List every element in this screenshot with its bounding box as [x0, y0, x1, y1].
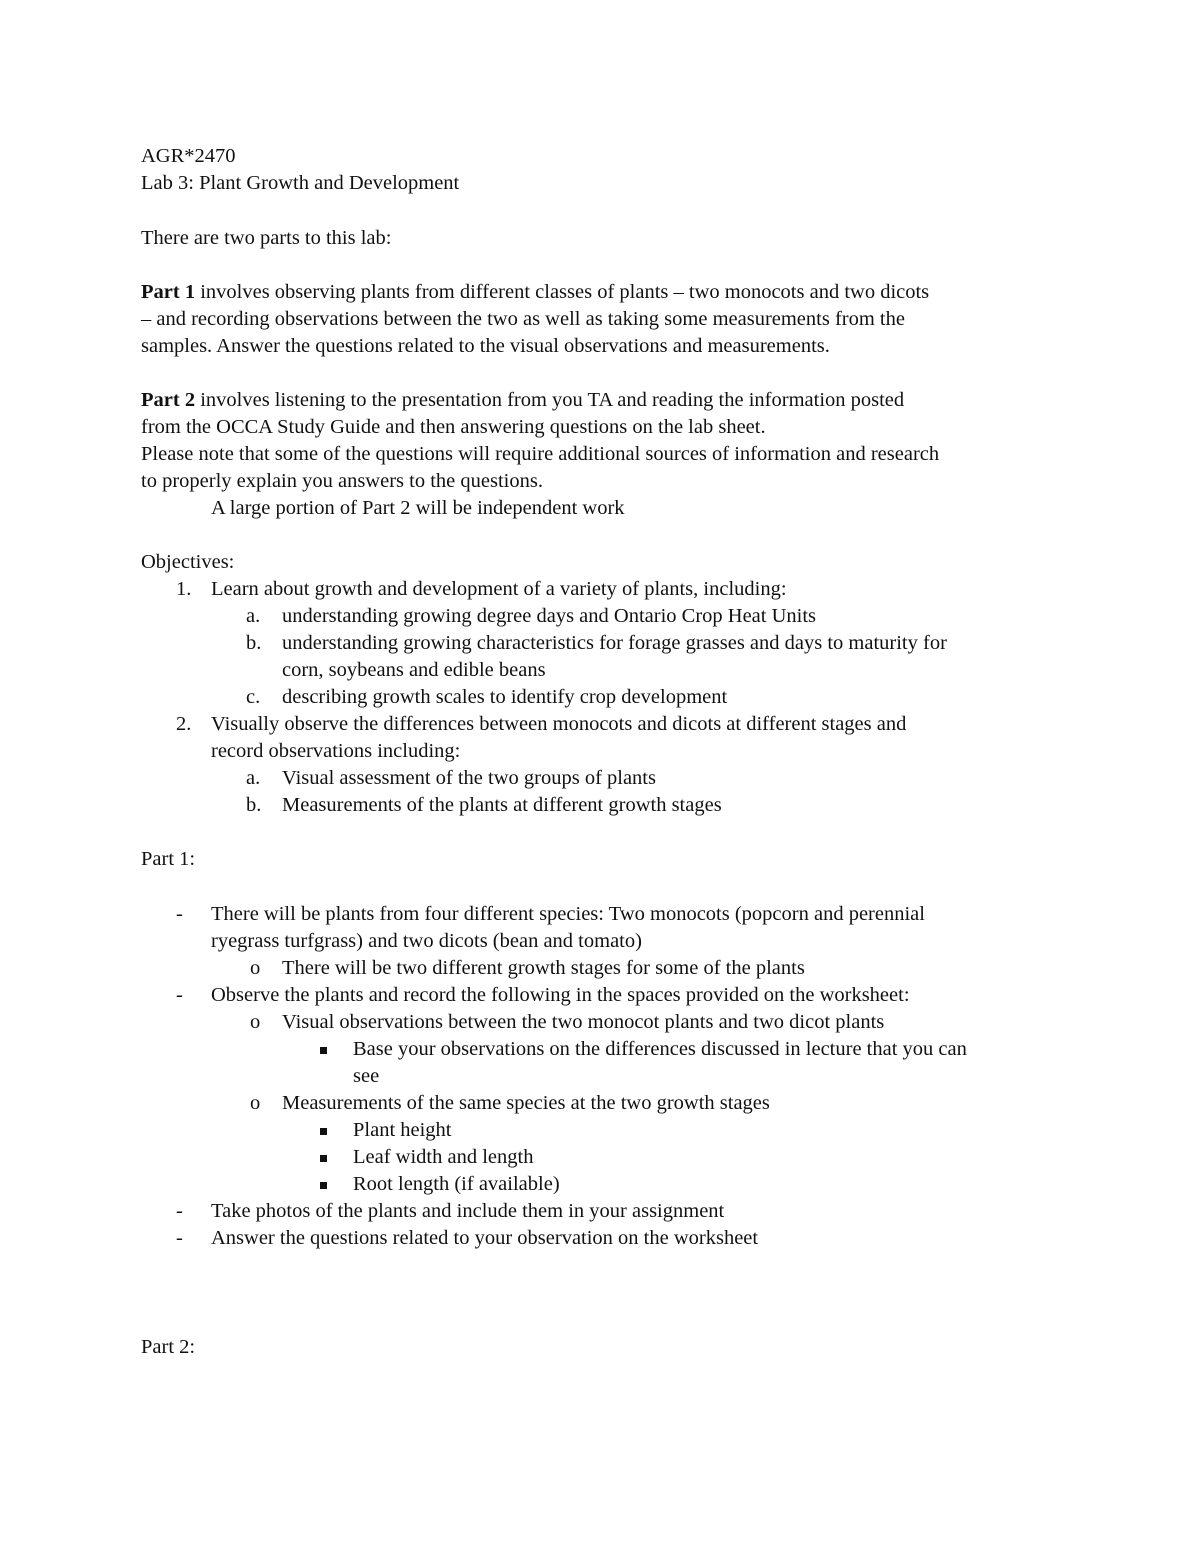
circle-bullet: o [250, 1011, 261, 1033]
part1-label: Part 1 [141, 281, 196, 303]
part1-list-item: Leaf width and length [353, 1146, 534, 1168]
part1-list-item: Take photos of the plants and include them in your assignment [211, 1200, 725, 1222]
part1-list-item: There will be plants from four different species: Two monocots (popcorn and perennial [211, 903, 925, 925]
objective-item: Learn about growth and development of a variety of plants, including: [211, 578, 787, 600]
square-bullet-icon [320, 1128, 327, 1135]
lab-title: Lab 3: Plant Growth and Development [141, 172, 460, 194]
part2-label: Part 2 [141, 389, 196, 411]
list-number: 1. [176, 578, 192, 600]
list-letter: a. [246, 605, 261, 627]
circle-bullet: o [250, 1092, 261, 1114]
objective-subitem: understanding growing characteristics for forage grasses and days to maturity for [282, 632, 947, 654]
intro-statement: There are two parts to this lab: [141, 227, 392, 249]
part2-paragraph-line: Please note that some of the questions will require additional sources of information and research [141, 443, 940, 465]
part1-list-item: There will be two different growth stages for some of the plants [282, 957, 805, 979]
dash-bullet: - [176, 1200, 183, 1222]
objectives-heading: Objectives: [141, 551, 235, 573]
part2-paragraph-line: A large portion of Part 2 will be independent work [211, 497, 625, 519]
objective-subitem: describing growth scales to identify crop development [282, 686, 728, 708]
part1-list-item: Base your observations on the differences discussed in lecture that you can [353, 1038, 967, 1060]
objective-subitem: corn, soybeans and edible beans [282, 659, 546, 681]
course-code: AGR*2470 [141, 145, 236, 167]
part2-heading: Part 2: [141, 1336, 196, 1358]
list-letter: c. [246, 686, 261, 708]
dash-bullet: - [176, 984, 183, 1006]
part1-list-item: ryegrass turfgrass) and two dicots (bean and tomato) [211, 930, 642, 952]
objective-subitem: Visual assessment of the two groups of plants [282, 767, 656, 789]
square-bullet-icon [320, 1182, 327, 1189]
part1-list-item: Observe the plants and record the following in the spaces provided on the worksheet: [211, 984, 910, 1006]
part1-list-item: Visual observations between the two monocot plants and two dicot plants [282, 1011, 885, 1033]
list-number: 2. [176, 713, 192, 735]
objective-subitem: understanding growing degree days and Ontario Crop Heat Units [282, 605, 817, 627]
part1-list-item: Root length (if available) [353, 1173, 560, 1195]
part1-list-item: Answer the questions related to your observation on the worksheet [211, 1227, 759, 1249]
list-letter: b. [246, 632, 262, 654]
part1-paragraph-line: Part 1 involves observing plants from different classes of plants – two monocots and two dicots [141, 281, 930, 303]
part1-list-item: see [353, 1065, 380, 1087]
dash-bullet: - [176, 1227, 183, 1249]
objective-item: record observations including: [211, 740, 461, 762]
part2-paragraph-line: from the OCCA Study Guide and then answering questions on the lab sheet. [141, 416, 766, 438]
circle-bullet: o [250, 957, 261, 979]
part1-list-item: Measurements of the same species at the two growth stages [282, 1092, 770, 1114]
list-letter: a. [246, 767, 261, 789]
list-letter: b. [246, 794, 262, 816]
objective-item: Visually observe the differences between monocots and dicots at different stages and [211, 713, 907, 735]
objective-subitem: Measurements of the plants at different growth stages [282, 794, 722, 816]
part1-paragraph-line: – and recording observations between the two as well as taking some measurements from the [141, 308, 905, 330]
part1-paragraph-line: samples. Answer the questions related to the visual observations and measurements. [141, 335, 830, 357]
square-bullet-icon [320, 1047, 327, 1054]
part1-list-item: Plant height [353, 1119, 452, 1141]
dash-bullet: - [176, 903, 183, 925]
part2-paragraph-line: to properly explain you answers to the questions. [141, 470, 543, 492]
square-bullet-icon [320, 1155, 327, 1162]
part2-paragraph-line: Part 2 involves listening to the presentation from you TA and reading the information posted [141, 389, 905, 411]
part1-heading: Part 1: [141, 848, 196, 870]
